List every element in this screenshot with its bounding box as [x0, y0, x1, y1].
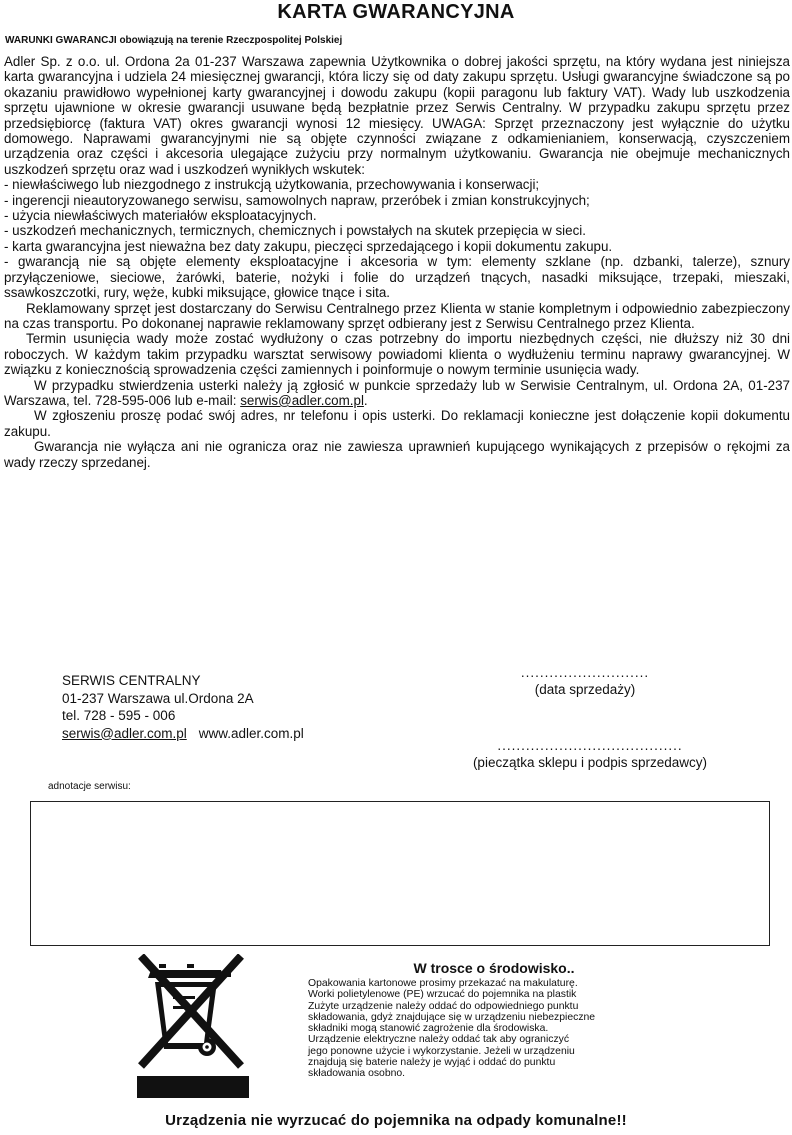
- environment-line: składowania, gdyż znajdujące się w urządzeniu niebezpieczne: [308, 1011, 596, 1023]
- environment-line: Urządzenie elektryczne należy oddać tak aby ograniczyć: [308, 1034, 570, 1046]
- warranty-subtitle: WARUNKI GWARANCJI obowiązują na terenie Rzeczpospolitej Polskiej: [5, 35, 343, 46]
- report-paragraph: [4, 378, 790, 409]
- environment-line: znajdują się baterie należy je wyjąć i oddać do punktu: [308, 1057, 556, 1069]
- sale-date-field[interactable]: [470, 664, 700, 698]
- bin-wheel-hub: [205, 1045, 209, 1049]
- environment-line: Opakowania kartonowe prosimy przekazać na makulaturę.: [308, 978, 578, 989]
- bin-hinge-left: [159, 964, 166, 968]
- report-email-link[interactable]: serwis@adler.com.pl: [240, 392, 364, 408]
- warranty-conditions: [4, 54, 790, 470]
- service-address: 01-237 Warszawa ul.Ordona 2A: [62, 690, 254, 706]
- bullet-item: - niewłaściwego lub niezgodnego z instrukcją użytkowania, przechowywania i konserwacji;: [4, 177, 540, 193]
- service-notes-label: adnotacje serwisu:: [48, 781, 131, 792]
- service-phone: tel. 728 - 595 - 006: [62, 708, 176, 723]
- page-title: KARTA GWARANCYJNA: [277, 1, 515, 23]
- bullet-item: - użycia niewłaściwych materiałów eksploatacyjnych.: [4, 208, 317, 224]
- bullet-item: - ingerencji nieautoryzowanego serwisu, samowolnych napraw, przeróbek i zmian konstrukcyjnych;: [4, 192, 590, 208]
- bullet-item: - gwarancją nie są objęte elementy eksploatacyjne i akcesoria w tym: elementy szklane (np. dzbanki, talerze), sznury przyłączeniowe, sieciowe, żarówki, baterie, nożyki i folie do urządzeń tnących, nasadki miksujące, trzepaki, mieszaki, ssawkoszczotki, rury, węże, kubki miksujące, głowice tnące i sita.: [4, 254, 790, 301]
- environment-line: składniki mogą stanowić zagrożenie dla środowiska.: [308, 1023, 549, 1035]
- environment-line: składowania osobno.: [308, 1068, 406, 1080]
- sale-date-label: (data sprzedaży): [534, 682, 636, 697]
- stamp-signature-field[interactable]: [450, 737, 730, 771]
- environment-title: W trosce o środowisko..: [413, 960, 575, 976]
- environment-line: Zużyte urządzenie należy oddać do odpowiedniego punktu: [308, 1000, 579, 1012]
- term-paragraph: Termin usunięcia wady może zostać wydłużony o czas potrzebny do importu niezbędnych części, nie dłuższy niż 30 dni roboczych. W każdym takim przypadku warsztat serwisowy powiadomi klienta o wydłużeniu terminu naprawy gwarancyjnej. W związku z koniecznością sprowadzenia części zamiennych i poinformuje o nowym terminie usunięcia wady.: [4, 331, 790, 378]
- address-paragraph: W zgłoszeniu proszę podać swój adres, nr telefonu i opis usterki. Do reklamacji konieczne jest dołączenie kopii dokumentu zakupu.: [4, 408, 790, 439]
- service-center-info: [62, 672, 304, 742]
- environment-line: jego ponowne użycie i wykorzystanie. Jeżeli w urządzeniu: [308, 1045, 575, 1057]
- footer-warning: Urządzenia nie wyrzucać do pojemnika na odpady komunalne!!: [165, 1112, 627, 1129]
- environment-line: Worki polietylenowe (PE) wrzucać do pojemnika na plastik: [308, 989, 577, 1001]
- stamp-label: (pieczątka sklepu i podpis sprzedawcy): [472, 755, 708, 770]
- report-end: .: [363, 392, 368, 408]
- service-name: SERWIS CENTRALNY: [62, 673, 201, 688]
- rights-paragraph: Gwarancja nie wyłącza ani nie ogranicza oraz nie zawiesza uprawnień kupującego wynikających z przepisów o rękojmi za wady rzeczy sprzedanej.: [4, 439, 790, 470]
- environment-text: [308, 978, 680, 1080]
- bullet-item: - uszkodzeń mechanicznych, termicznych, chemicznych i powstałych na skutek przepięcia w sieci.: [4, 223, 586, 239]
- crossed-out-wheelie-bin-icon: [137, 954, 249, 1098]
- intro-paragraph: Adler Sp. z o.o. ul. Ordona 2a 01-237 Warszawa zapewnia Użytkownika o dobrej jakości sprzętu, na który wydana jest niniejsza karta gwarancyjna i udziela 24 miesięcznej gwarancji, która liczy się od daty zakupu sprzętu. Usługi gwarancyjne świadczone są po okazaniu prawidłowo wypełnionej karty gwarancyjnej i dowodu zakupu (kopii paragonu lub faktury VAT). Wady lub uszkodzenia sprzętu ujawnione w okresie gwarancji usuwane będą bezpłatnie przez Serwis Centralny. W przypadku zakupu sprzętu przez przedsiębiorcę (faktura VAT) okres gwarancji wynosi 12 miesięcy. UWAGA: Sprzęt przeznaczony jest wyłącznie do użytku domowego. Naprawami gwarancyjnymi nie są objęte czynności związane z odkamienianiem, konserwacją, czyszczeniem urządzenia oraz części i akcesoria ulegające zużyciu przy normalnym użytkowaniu. Gwarancja nie obejmuje mechanicznych uszkodzeń sprzętu oraz wad i uszkodzeń wynikłych wskutek:: [4, 54, 790, 177]
- stamp-dotted-line: .......................................: [497, 738, 683, 753]
- bullet-item: - karta gwarancyjna jest nieważna bez daty zakupu, pieczęci sprzedającego i kopii dokumentu zakupu.: [4, 238, 613, 254]
- bin-bar: [137, 1076, 249, 1098]
- service-contact: [62, 725, 304, 743]
- service-notes-box[interactable]: [30, 801, 770, 946]
- service-website[interactable]: www.adler.com.pl: [198, 725, 304, 741]
- transport-paragraph: Reklamowany sprzęt jest dostarczany do Serwisu Centralnego przez Klienta w stanie kompletnym i odpowiednio zabezpieczony na czas transportu. Po dokonanej naprawie reklamowany sprzęt odbierany jest z Serwisu Centralnego przez Klienta.: [4, 300, 790, 331]
- service-email-link[interactable]: serwis@adler.com.pl: [62, 725, 187, 741]
- bin-hinge-right: [187, 964, 194, 968]
- sale-date-dotted-line: ...........................: [520, 665, 650, 680]
- report-text: W przypadku stwierdzenia usterki należy ją zgłosić w punkcie sprzedaży lub w Serwisie Centralnym, ul. Ordona 2A, 01-237 Warszawa, tel. 728-595-006 lub e-mail:: [4, 377, 790, 408]
